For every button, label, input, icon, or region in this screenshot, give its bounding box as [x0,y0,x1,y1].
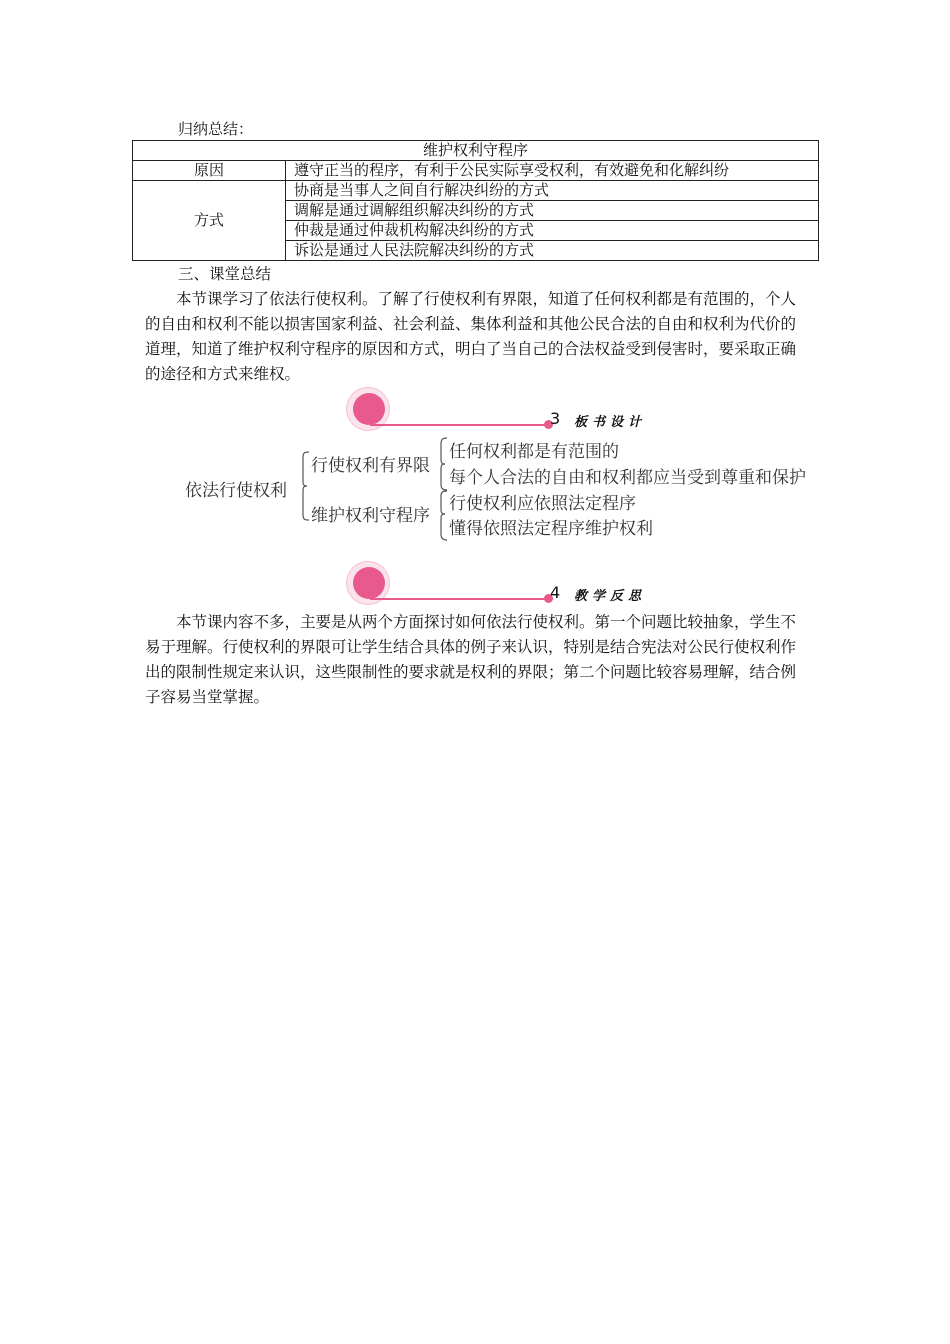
table-cell: 协商是当事人之间自行解决纠纷的方式 [286,181,819,201]
procedure-table [132,140,819,261]
banner-circle-inner-icon [353,393,385,425]
section-banner-3 [340,387,660,435]
table-cell: 仲裁是通过仲裁机构解决纠纷的方式 [286,221,819,241]
section-number: 3 [550,409,561,428]
table-cell: 调解是通过调解组织解决纠纷的方式 [286,201,819,221]
row-header-reason: 原因 [133,161,286,181]
banner-line [370,424,550,426]
board-branch-2: 维护权利守程序 [311,506,430,526]
table-cell: 诉讼是通过人民法院解决纠纷的方式 [286,241,819,261]
table-row [133,181,819,201]
board-root: 依法行使权利 [185,481,287,501]
board-item: 懂得依照法定程序维护权利 [449,519,653,539]
table-title-row [133,141,819,161]
class-summary-heading: 三、课堂总结 [178,265,272,283]
class-summary-text: 本节课学习了依法行使权利。了解了行使权利有界限，知道了任何权利都是有范围的，个人的自由和权利不能以损害国家利益、社会利益、集体利益和其他公民合法的自由和权利为代价的道理，知道了维护权利守程序的原因和方式，明白了当自己的合法权益受到侵害时，要采取正确的途径和方式来维权。 [145,290,797,383]
section-title: 板书设计 [574,415,647,430]
section-banner-4 [340,561,660,609]
table-title: 维护权利守程序 [133,141,819,161]
banner-circle-inner-icon [353,567,385,599]
board-branch-1: 行使权利有界限 [311,456,430,476]
reflection-text: 本节课内容不多，主要是从两个方面探讨如何依法行使权利。第一个问题比较抽象，学生不易于理解。行使权利的界限可让学生结合具体的例子来认识，特别是结合宪法对公民行使权利作出的限制性规定来认识，这些限制性的要求就是权利的界限；第二个问题比较容易理解，结合例子容易当堂掌握。 [145,613,797,706]
banner-line [370,598,550,600]
table-row [133,161,819,181]
section-title: 教学反思 [574,589,647,604]
section-number: 4 [550,583,561,602]
row-header-method: 方式 [133,181,286,261]
summary-label: 归纳总结： [178,120,254,138]
board-design-diagram [185,434,845,544]
board-item: 行使权利应依照法定程序 [449,494,636,514]
board-item: 任何权利都是有范围的 [449,442,619,462]
table-cell: 遵守正当的程序，有利于公民实际享受权利，有效避免和化解纠纷 [286,161,819,181]
board-item: 每个人合法的自由和权利都应当受到尊重和保护 [449,468,806,488]
